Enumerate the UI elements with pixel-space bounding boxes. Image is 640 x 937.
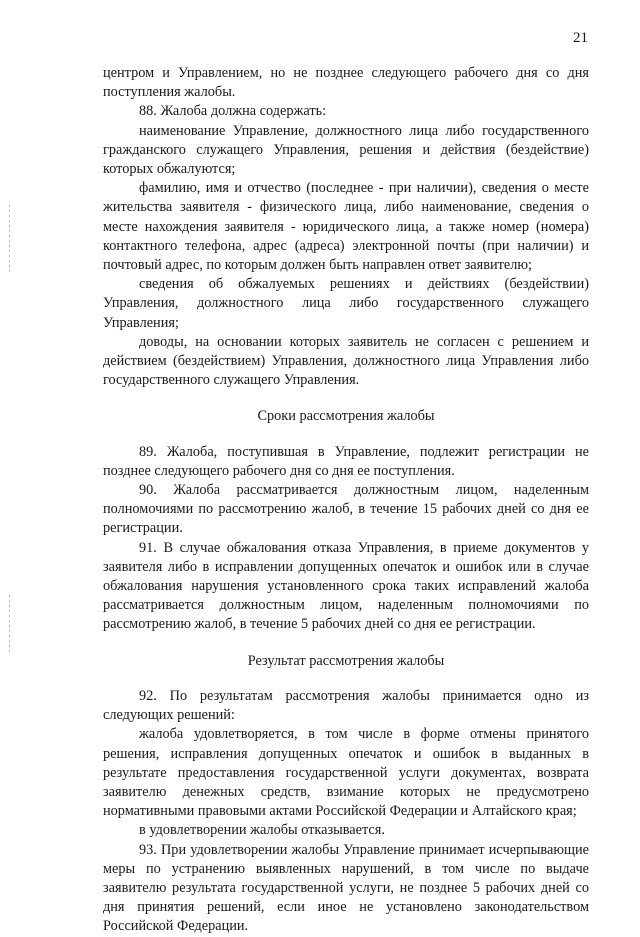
scan-margin-mark-upper [9, 205, 10, 275]
paragraph-continuation: центром и Управлением, но не позднее следующего рабочего дня со дня поступления жалобы. [103, 65, 589, 101]
paragraph-93: 93. При удовлетворении жалобы Управление принимает исчерпывающие меры по устранению выявленных нарушений, в том числе по выдаче заявителю результата государственной услуги, не позднее 5 рабочих дней со дня принятия решений, если иное не установлено законодательством Российской Федерации. [103, 841, 589, 935]
paragraph-88-item-decisions: сведения об обжалуемых решениях и действиях (бездействии) Управления, должностного лица либо государственного служащего Управления; [103, 276, 589, 331]
paragraph-88-item-arguments: доводы, на основании которых заявитель не согласен с решением и действием (бездействием) Управления, должностного лица Управления либо государственного служащего Управления. [103, 333, 589, 389]
paragraph-88: 88. Жалоба должна содержать: [139, 103, 327, 120]
paragraph-88-item-name: наименование Управление, должностного лица либо государственного гражданского служащего Управления, решения и действия (бездействие) которых обжалуются; [103, 122, 589, 178]
paragraph-92: 92. По результатам рассмотрения жалобы принимается одно из следующих решений: [103, 687, 589, 724]
page-number: 21 [573, 30, 588, 46]
paragraph-90: 90. Жалоба рассматривается должностным лицом, наделенным полномочиями по рассмотрению жалоб, в течение 15 рабочих дней со дня ее регистрации. [103, 482, 589, 537]
paragraph-89: 89. Жалоба, поступившая в Управление, подлежит регистрации не позднее следующего рабочего дня со дня ее поступления. [103, 443, 589, 479]
section-heading-review-terms: Сроки рассмотрения жалобы [257, 408, 435, 425]
paragraph-92-item-refused: в удовлетворении жалобы отказывается. [139, 822, 385, 839]
paragraph-91: 91. В случае обжалования отказа Управления, в приеме документов у заявителя либо в исправлении допущенных опечаток и ошибок или в случае обжалования нарушения установленного срока таких исправлений жалоба рассматривается должностным лицом, наделенным полномочиями по рассмотрению жалоб, в течение 5 рабочих дней со дня ее регистрации. [103, 539, 589, 633]
paragraph-88-item-applicant: фамилию, имя и отчество (последнее - при наличии), сведения о месте жительства заявителя - физического лица, либо наименование, сведения о месте нахождения заявителя - юридического лица, а также номер (номера) контактного телефона, адрес (адреса) электронной почты (при наличии) и почтовый адрес, по которым должен быть направлен ответ заявителю; [103, 180, 589, 274]
document-body [103, 64, 589, 937]
paragraph-92-item-satisfied: жалоба удовлетворяется, в том числе в форме отмены принятого решения, исправления допущенных опечаток и ошибок в выданных в результате предоставления государственной услуги документах, возврата заявителю денежных средств, взимание которых не предусмотрено нормативными правовыми актами Российской Федерации и Алтайского края; [103, 726, 589, 820]
scan-margin-mark-lower [9, 595, 10, 655]
section-heading-review-result: Результат рассмотрения жалобы [247, 652, 445, 669]
